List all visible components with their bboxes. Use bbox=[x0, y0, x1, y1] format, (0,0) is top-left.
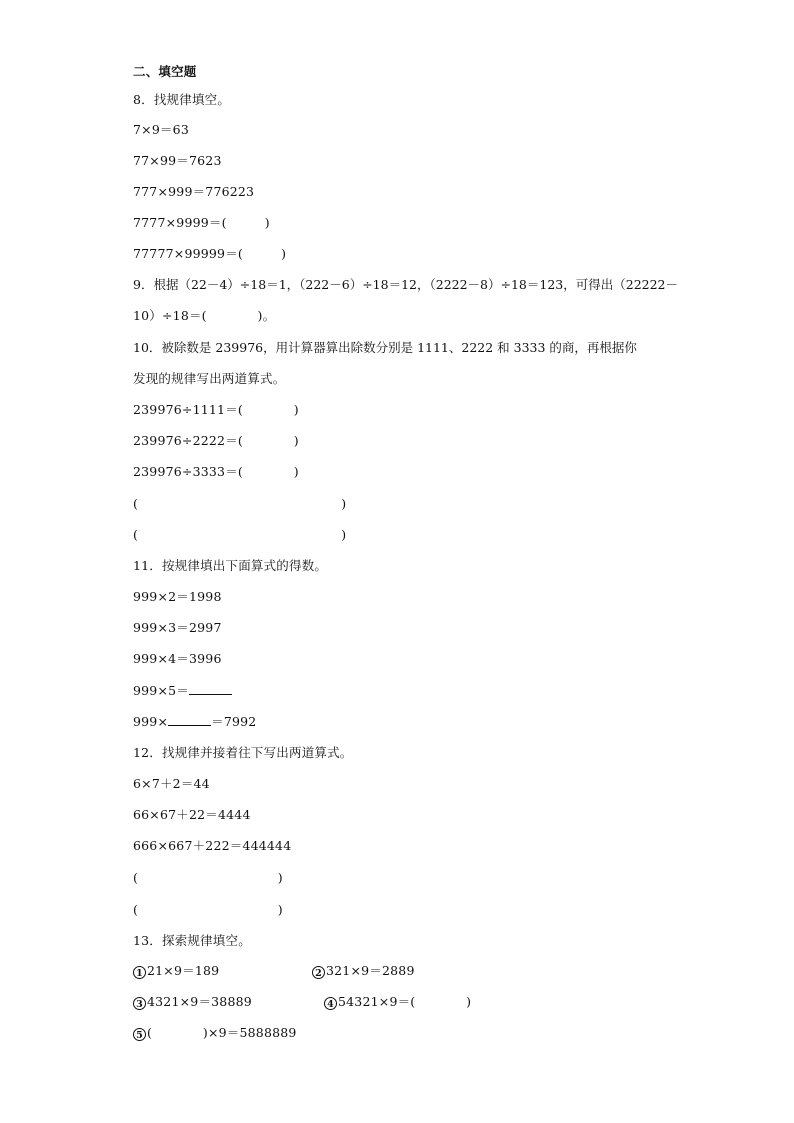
q8-line-5: 77777×99999＝( ) bbox=[133, 246, 287, 261]
q11-line-4 bbox=[133, 682, 232, 699]
q12-title: 12．找规律并接着往下写出两道算式。 bbox=[133, 745, 353, 760]
q13-item-1 bbox=[133, 963, 219, 979]
q11-line-5-prefix: 999× bbox=[133, 714, 169, 729]
q8-line-4: 7777×9999＝( ) bbox=[133, 215, 270, 230]
q11-line-4-text: 999×5＝ bbox=[133, 683, 189, 698]
q11-line-3: 999×4＝3996 bbox=[133, 651, 222, 666]
q11-line-2: 999×3＝2997 bbox=[133, 620, 222, 635]
q13-item-5 bbox=[133, 1025, 297, 1041]
circled-number-5: 5 bbox=[133, 1028, 146, 1041]
q8-line-1: 7×9＝63 bbox=[133, 122, 189, 137]
q10-eq-2: 239976÷2222＝( ) bbox=[133, 433, 299, 448]
q11-line-5 bbox=[133, 713, 256, 730]
q13-item-3 bbox=[133, 994, 252, 1010]
q11-line-1: 999×2＝1998 bbox=[133, 589, 222, 604]
q11-answer-underline-2 bbox=[168, 713, 211, 726]
q13-item-4 bbox=[324, 994, 471, 1010]
q12-answer-blank-1: ( ) bbox=[133, 870, 283, 885]
q8-line-2: 77×99＝7623 bbox=[133, 153, 222, 168]
q9-line-1: 9．根据（22－4）÷18＝1，（222－6）÷18＝12，（2222－8）÷18＝123，可得出（22222－ bbox=[133, 277, 679, 292]
q8-title: 8．找规律填空。 bbox=[133, 92, 231, 107]
q11-answer-underline-1 bbox=[189, 682, 232, 695]
circled-number-3: 3 bbox=[133, 997, 146, 1010]
q10-line-2: 发现的规律写出两道算式。 bbox=[133, 371, 286, 386]
q13-item-1-text: 21×9＝189 bbox=[147, 963, 220, 978]
q10-eq-3: 239976÷3333＝( ) bbox=[133, 464, 299, 479]
q12-line-2: 66×67＋22＝4444 bbox=[133, 807, 251, 822]
q11-line-5-suffix: ＝7992 bbox=[211, 714, 257, 729]
q13-item-3-text: 4321×9＝38889 bbox=[147, 994, 252, 1009]
q13-item-2-text: 321×9＝2889 bbox=[326, 963, 415, 978]
q10-eq-1: 239976÷1111＝( ) bbox=[133, 402, 299, 417]
q13-item-5-text: ( )×9＝5888889 bbox=[147, 1025, 297, 1040]
q10-line-1: 10．被除数是 239976，用计算器算出除数分别是 1111、2222 和 3333 的商，再根据你 bbox=[133, 340, 637, 355]
circled-number-2: 2 bbox=[312, 966, 325, 979]
section-title: 二、填空题 bbox=[133, 64, 197, 79]
q13-item-4-text: 54321×9＝( ) bbox=[338, 994, 472, 1009]
q10-answer-blank-1: ( ) bbox=[133, 496, 347, 511]
q11-title: 11．按规律填出下面算式的得数。 bbox=[133, 558, 328, 573]
circled-number-1: 1 bbox=[133, 966, 146, 979]
q9-line-2: 10）÷18＝( )。 bbox=[133, 308, 276, 323]
q12-line-3: 666×667＋222＝444444 bbox=[133, 838, 292, 853]
q12-answer-blank-2: ( ) bbox=[133, 902, 283, 917]
q8-line-3: 777×999＝776223 bbox=[133, 184, 255, 199]
q10-answer-blank-2: ( ) bbox=[133, 527, 347, 542]
q13-title: 13．探索规律填空。 bbox=[133, 933, 251, 948]
q12-line-1: 6×7＋2＝44 bbox=[133, 776, 210, 791]
q13-item-2 bbox=[312, 963, 415, 979]
circled-number-4: 4 bbox=[324, 997, 337, 1010]
